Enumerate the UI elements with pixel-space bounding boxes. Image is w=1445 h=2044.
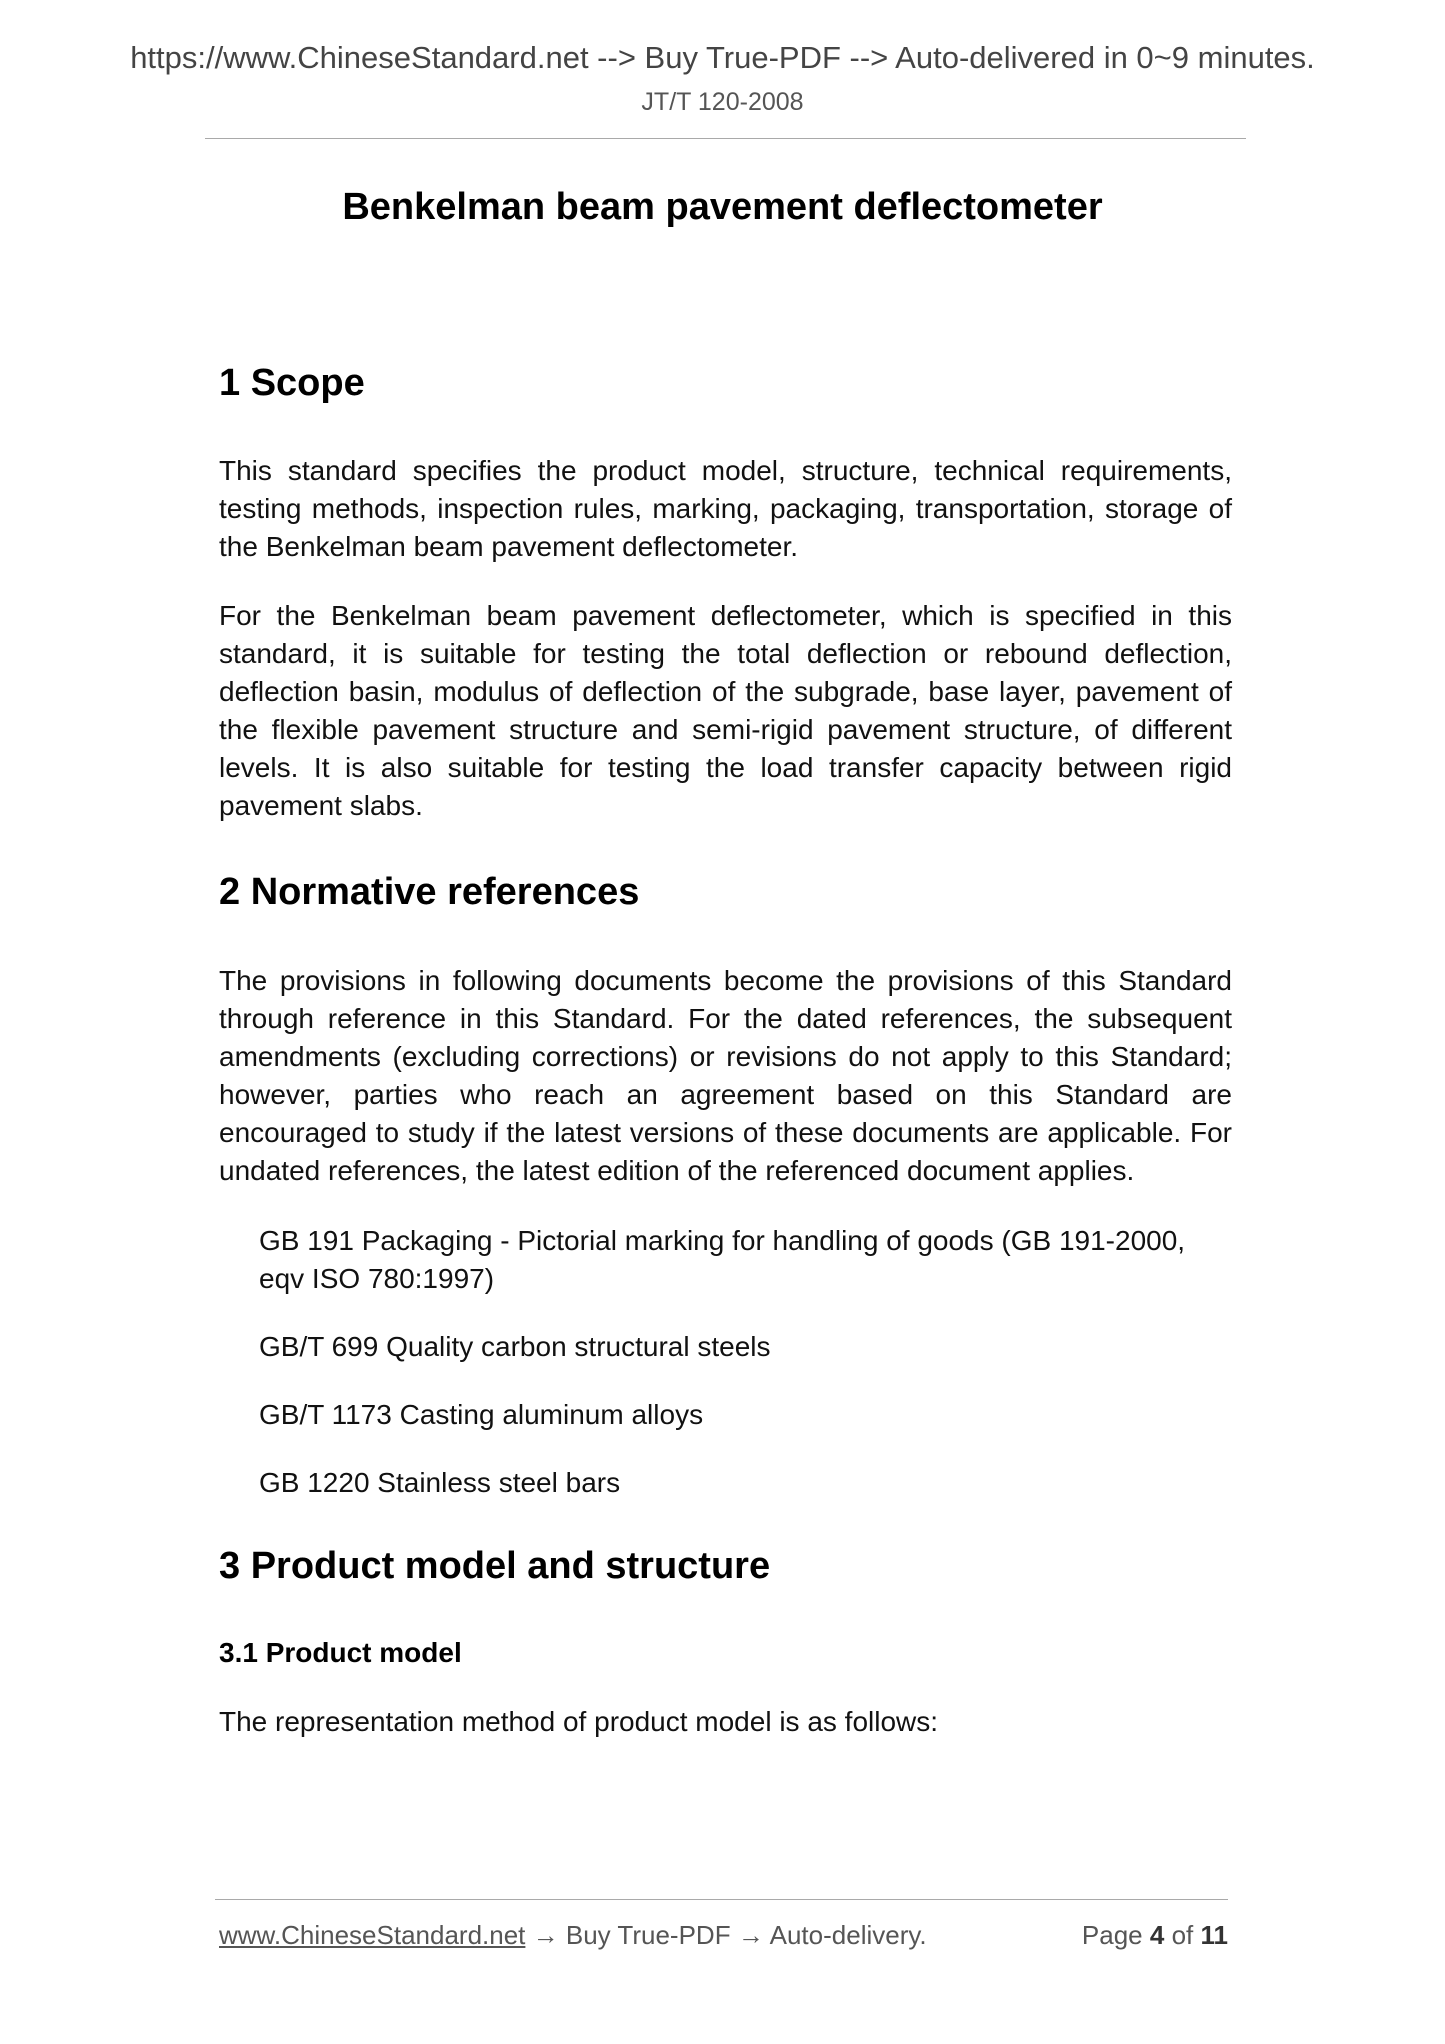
scope-paragraph-1: This standard specifies the product model, structure, technical requirements, testing methods, inspection rules, marking, packaging, transportation, storage of the Benkelman beam pavement deflectometer. [219, 455, 1232, 562]
document-title: Benkelman beam pavement deflectometer [342, 186, 1103, 228]
page-indicator [1082, 1920, 1228, 1951]
section-3-heading: 3 Product model and structure [219, 1545, 771, 1587]
section-1-heading: 1 Scope [219, 362, 365, 404]
top-banner[interactable]: https://www.ChineseStandard.net --> Buy True-PDF --> Auto-delivered in 0~9 minutes. [130, 40, 1315, 75]
page-total: 11 [1200, 1920, 1228, 1950]
footer-divider [215, 1899, 1228, 1900]
scope-paragraph-2: For the Benkelman beam pavement deflectometer, which is specified in this standard, it is suitable for testing the total deflection or rebound deflection, deflection basin, modulus of deflection of the subgrade, base layer, pavement of the flexible pavement structure and semi-rigid pavement structure, of different levels. It is also suitable for testing the load transfer capacity between rigid pavement slabs. [219, 600, 1232, 821]
section-2-heading: 2 Normative references [219, 871, 640, 913]
page-footer [219, 1920, 1228, 1956]
reference-item-gbt1173: GB/T 1173 Casting aluminum alloys [259, 1399, 704, 1430]
header-divider [205, 138, 1246, 139]
footer-buy-text: Buy True-PDF [565, 1920, 731, 1950]
reference-item-gbt699: GB/T 699 Quality carbon structural steels [259, 1331, 771, 1362]
footer-links [219, 1920, 927, 1951]
page-of-label: of [1171, 1920, 1194, 1950]
footer-site-link[interactable]: www.ChineseStandard.net [219, 1920, 526, 1950]
footer-delivery-text: Auto-delivery. [769, 1920, 927, 1950]
page-label: Page [1081, 1920, 1143, 1950]
arrow-right-icon: → [737, 1920, 764, 1950]
arrow-right-icon: → [532, 1920, 559, 1950]
page-current: 4 [1149, 1920, 1165, 1950]
reference-item-gb191: GB 191 Packaging - Pictorial marking for handling of goods (GB 191-2000, eqv ISO 780:1997) [259, 1225, 1186, 1294]
reference-item-gb1220: GB 1220 Stainless steel bars [259, 1467, 621, 1498]
product-model-paragraph: The representation method of product model is as follows: [219, 1706, 939, 1737]
subsection-3-1-heading: 3.1 Product model [219, 1637, 462, 1668]
normative-paragraph-1: The provisions in following documents become the provisions of this Standard through reference in this Standard. For the dated references, the subsequent amendments (excluding corrections) or revisions do not apply to this Standard; however, parties who reach an agreement based on this Standard are encouraged to study if the latest versions of these documents are applicable. For undated references, the latest edition of the referenced document applies. [219, 965, 1232, 1186]
standard-code: JT/T 120-2008 [641, 88, 804, 116]
